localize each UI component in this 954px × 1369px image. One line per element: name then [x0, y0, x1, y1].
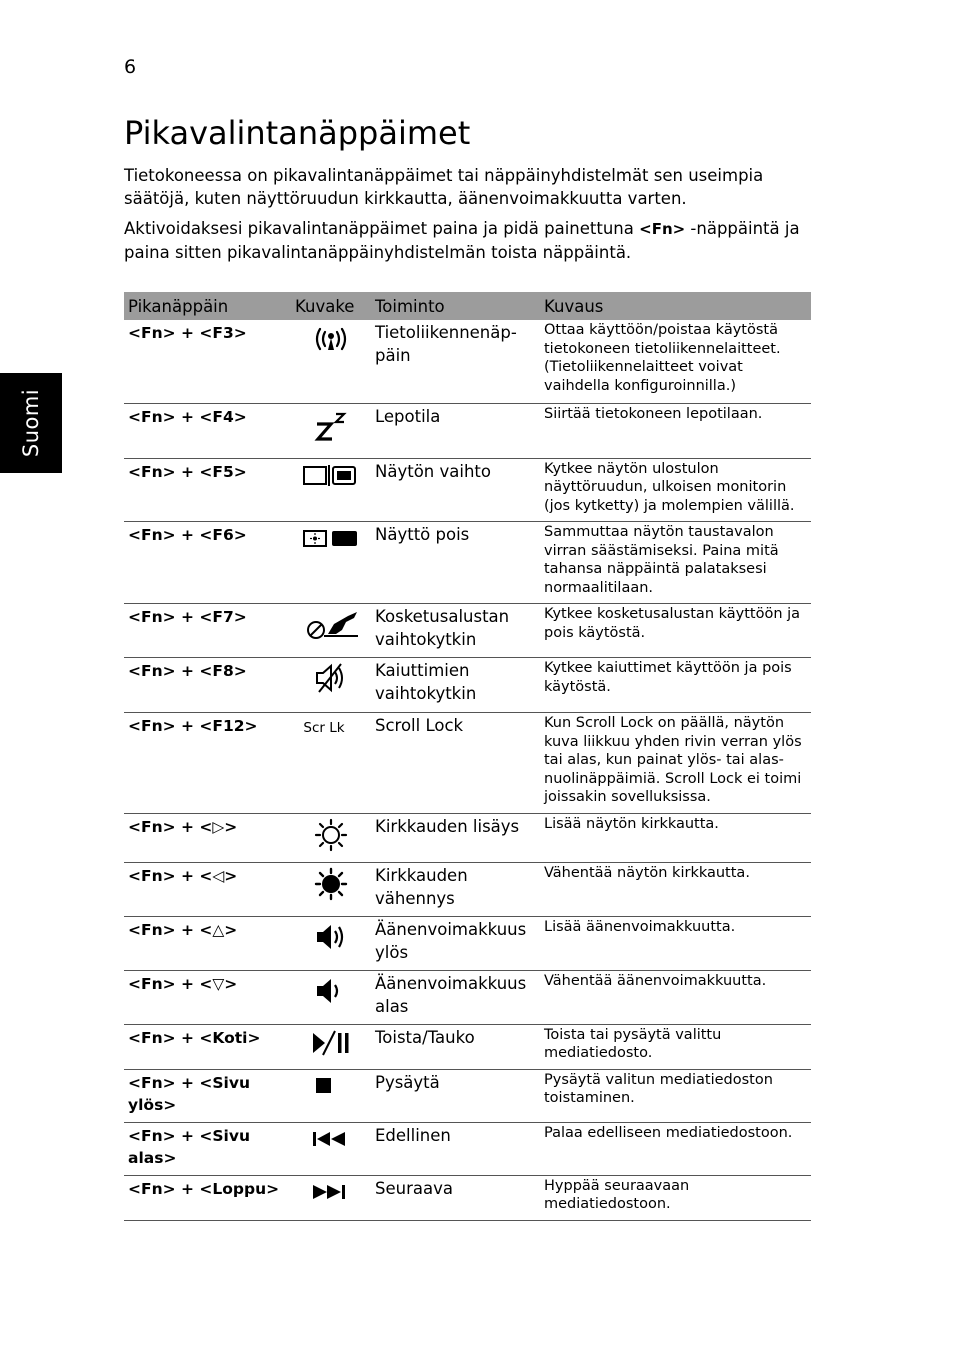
description-cell: Kytkee kaiuttimet käyttöön ja pois käytöstä.	[540, 658, 811, 713]
stop-icon	[313, 1074, 349, 1098]
table-header-row	[124, 292, 811, 320]
hotkey-cell: <Fn> + <Sivu alas>	[124, 1122, 291, 1175]
function-cell: Kosketusalustan vaihtokytkin	[371, 604, 540, 658]
next-icon	[309, 1180, 353, 1202]
hotkey-cell: <Fn> + <F7>	[124, 604, 291, 658]
hotkey-cell: <Fn> + <Sivu ylös>	[124, 1069, 291, 1122]
description-cell: Lisää äänenvoimakkuutta.	[540, 916, 811, 970]
intro-paragraph-2-before: Aktivoidaksesi pikavalintanäppäimet paina ja pidä painettuna	[124, 219, 640, 238]
hotkey-cell: <Fn> + <F8>	[124, 658, 291, 713]
intro-paragraph-1: Tietokoneessa on pikavalintanäppäimet tai näppäinyhdistelmät sen useimpia säätöjä, kuten näyttöruudun kirkkautta, äänenvoimakkuutta varten.	[124, 166, 764, 208]
table-row	[124, 1069, 811, 1122]
table-row	[124, 458, 811, 522]
table-row	[124, 522, 811, 604]
hotkey-cell: <Fn> + <▽>	[124, 970, 291, 1024]
function-cell: Kirkkauden vähennys	[371, 862, 540, 916]
brightness-down-icon	[313, 867, 349, 901]
scroll-lock-label: Scr Lk	[303, 720, 345, 736]
function-cell: Äänenvoimakkuus ylös	[371, 916, 540, 970]
function-cell: Scroll Lock	[371, 713, 540, 814]
touchpad-toggle-icon	[302, 608, 360, 642]
display-toggle-icon	[302, 463, 360, 489]
description-cell: Pysäytä valitun mediatiedoston toistaminen.	[540, 1069, 811, 1122]
wireless-icon	[313, 324, 349, 354]
function-cell: Äänenvoimakkuus alas	[371, 970, 540, 1024]
table-row	[124, 403, 811, 458]
table-row	[124, 1024, 811, 1069]
language-side-tab	[0, 373, 62, 473]
description-cell: Siirtää tietokoneen lepotilaan.	[540, 403, 811, 458]
description-cell: Toista tai pysäytä valittu mediatiedosto.	[540, 1024, 811, 1069]
intro-paragraph-2-after: -näppäintä ja paina sitten pikavalintanäppäinyhdistelmän toista näppäintä.	[124, 219, 800, 262]
table-row	[124, 320, 811, 403]
speaker-mute-icon	[313, 662, 349, 694]
function-cell: Seuraava	[371, 1175, 540, 1220]
function-cell: Kaiuttimien vaihtokytkin	[371, 658, 540, 713]
table-row	[124, 916, 811, 970]
function-cell: Pysäytä	[371, 1069, 540, 1122]
table-row	[124, 970, 811, 1024]
description-cell: Vähentää näytön kirkkautta.	[540, 862, 811, 916]
function-cell: Edellinen	[371, 1122, 540, 1175]
description-cell: Sammuttaa näytön taustavalon virran säästämiseksi. Paina mitä tahansa näppäintä palataksesi normaalitilaan.	[540, 522, 811, 604]
table-row	[124, 862, 811, 916]
description-cell: Kytkee näytön ulostulon näyttöruudun, ulkoisen monitorin (jos kytketty) ja molempien välillä.	[540, 458, 811, 522]
description-cell: Vähentää äänenvoimakkuutta.	[540, 970, 811, 1024]
hotkey-cell: <Fn> + <F4>	[124, 403, 291, 458]
description-cell: Lisää näytön kirkkautta.	[540, 813, 811, 862]
hotkey-cell: <Fn> + <Koti>	[124, 1024, 291, 1069]
hotkey-table	[124, 292, 811, 1221]
function-cell: Näytön vaihto	[371, 458, 540, 522]
hotkey-cell: <Fn> + <Loppu>	[124, 1175, 291, 1220]
description-cell: Palaa edelliseen mediatiedostoon.	[540, 1122, 811, 1175]
description-cell: Hyppää seuraavaan mediatiedostoon.	[540, 1175, 811, 1220]
intro-paragraph-2	[124, 217, 824, 264]
table-row	[124, 658, 811, 713]
function-cell: Kirkkauden lisäys	[371, 813, 540, 862]
hotkey-cell: <Fn> + <F5>	[124, 458, 291, 522]
description-cell: Kun Scroll Lock on päällä, näytön kuva liikkuu yhden rivin verran ylös tai alas, kun painat ylös- tai alas-nuolinäppäimiä. Scroll Lock ei toimi joissakin sovelluksissa.	[540, 713, 811, 814]
table-row	[124, 1122, 811, 1175]
sleep-icon	[313, 408, 349, 442]
function-cell: Lepotila	[371, 403, 540, 458]
table-row	[124, 713, 811, 814]
hotkey-cell: <Fn> + <F6>	[124, 522, 291, 604]
function-cell: Näyttö pois	[371, 522, 540, 604]
side-tab-label: Suomi	[19, 388, 43, 458]
hotkey-cell: <Fn> + <◁>	[124, 862, 291, 916]
description-cell: Kytkee kosketusalustan käyttöön ja pois käytöstä.	[540, 604, 811, 658]
header-hotkey: Pikanäppäin	[124, 292, 291, 320]
hotkey-cell: <Fn> + <△>	[124, 916, 291, 970]
function-cell: Toista/Tauko	[371, 1024, 540, 1069]
fn-key-reference: <Fn>	[639, 220, 686, 238]
description-cell: Ottaa käyttöön/poistaa käytöstä tietokoneen tietoliikennelaitteet. (Tietoliikennelaitteet voivat vaihdella konfiguroinnilla.)	[540, 320, 811, 403]
table-row	[124, 1175, 811, 1220]
header-function: Toiminto	[371, 292, 540, 320]
header-description: Kuvaus	[540, 292, 811, 320]
page-number: 6	[124, 56, 137, 78]
display-off-icon	[302, 526, 360, 550]
header-icon: Kuvake	[291, 292, 371, 320]
table-row	[124, 604, 811, 658]
volume-up-icon	[313, 921, 349, 953]
brightness-up-icon	[313, 818, 349, 852]
page-title: Pikavalintanäppäimet	[124, 114, 471, 152]
hotkey-cell: <Fn> + <F12>	[124, 713, 291, 814]
play-pause-icon	[309, 1029, 353, 1057]
function-cell: Tietoliikennenäp-päin	[371, 320, 540, 403]
intro-text	[124, 164, 824, 271]
volume-down-icon	[313, 975, 349, 1007]
hotkey-cell: <Fn> + <F3>	[124, 320, 291, 403]
hotkey-cell: <Fn> + <▷>	[124, 813, 291, 862]
previous-icon	[309, 1127, 353, 1149]
table-row	[124, 813, 811, 862]
